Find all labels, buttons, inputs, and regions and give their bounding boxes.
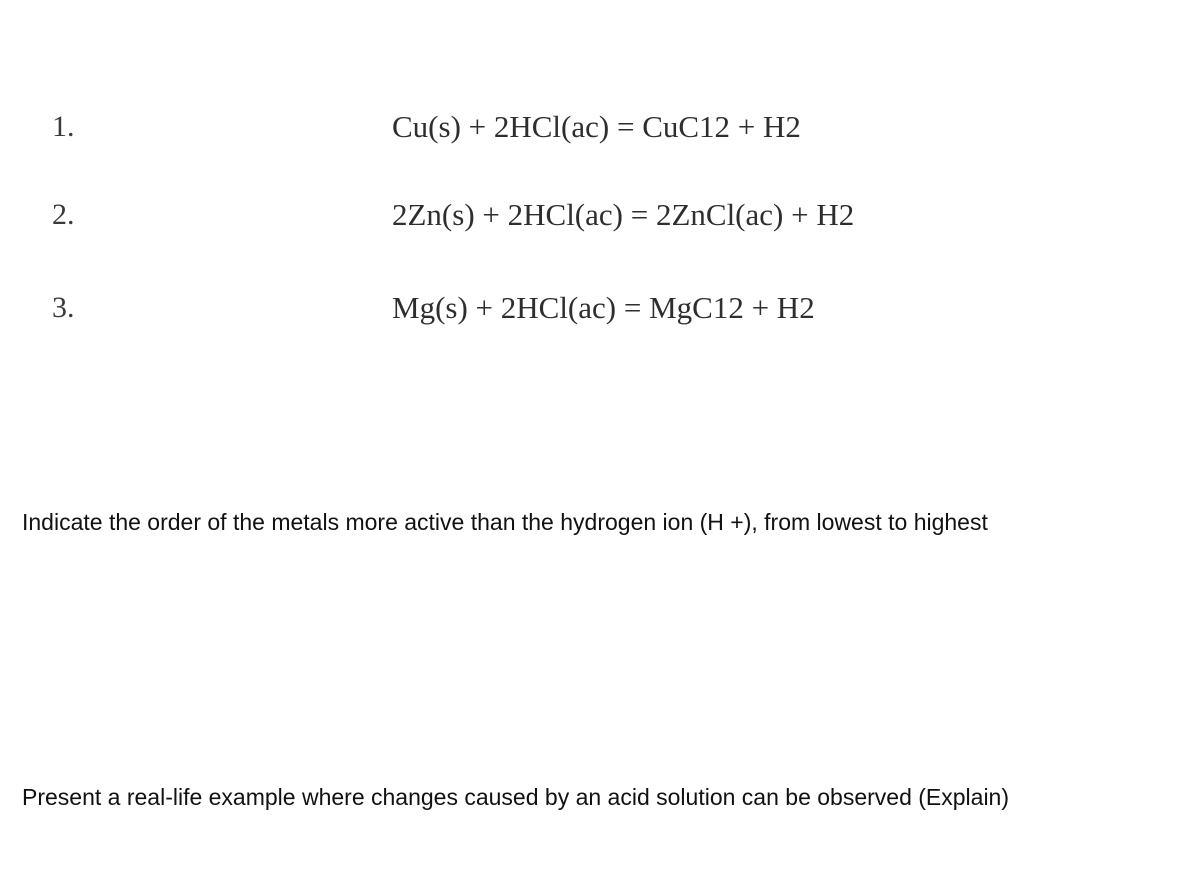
reaction-equation: Cu(s) + 2HCl(ac) = CuC12 + H2	[392, 109, 801, 144]
reaction-number: 2.	[52, 198, 75, 231]
reaction-row	[0, 278, 1186, 338]
reaction-row	[0, 185, 1186, 245]
reaction-row	[0, 97, 1186, 157]
reaction-equation: Mg(s) + 2HCl(ac) = MgC12 + H2	[392, 290, 815, 325]
reaction-number: 3.	[52, 291, 75, 324]
question-metal-activity-order: Indicate the order of the metals more active than the hydrogen ion (H +), from lowest to highest	[22, 509, 988, 535]
question-real-life-acid-example: Present a real-life example where changes caused by an acid solution can be observed (Explain)	[22, 784, 1010, 810]
reaction-equation: 2Zn(s) + 2HCl(ac) = 2ZnCl(ac) + H2	[392, 197, 855, 232]
reaction-number: 1.	[52, 110, 75, 143]
